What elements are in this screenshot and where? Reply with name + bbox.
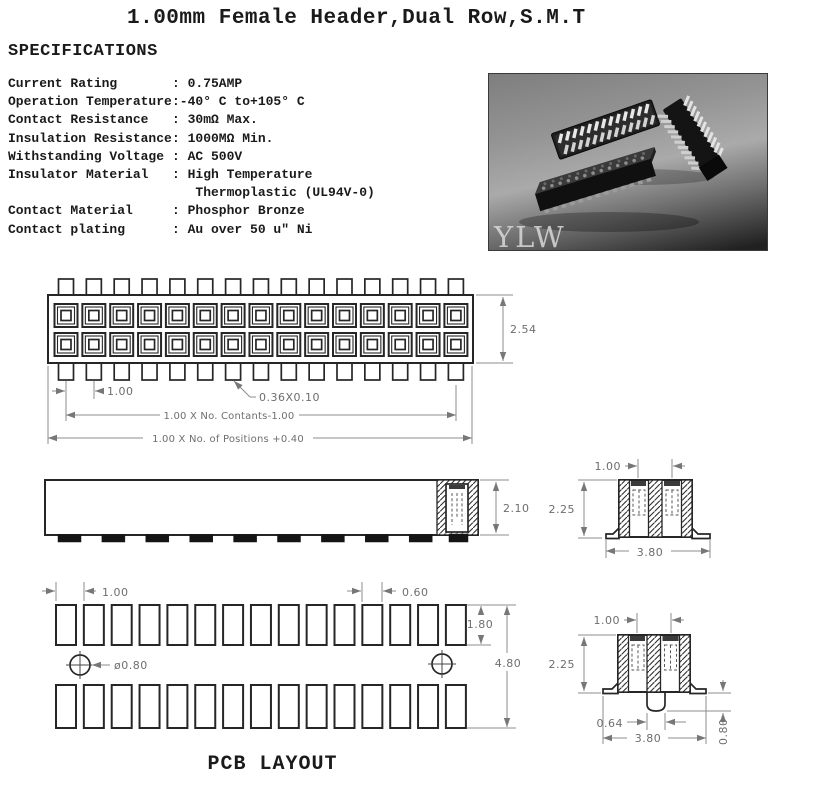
spec-row [8, 148, 375, 166]
specifications-heading: SPECIFICATIONS [8, 42, 158, 61]
dim-peg-width [597, 713, 687, 730]
contact-cavity [361, 304, 384, 327]
header-pin [198, 279, 213, 296]
contact-pin [688, 161, 699, 164]
header-pin [114, 362, 129, 380]
drawing-pcb-layout [42, 582, 521, 728]
section-body [618, 635, 690, 692]
contact-pin [678, 146, 689, 149]
dim-section-pitch [595, 459, 686, 478]
header-pin [114, 279, 129, 296]
spec-label: Operation Temperature [8, 94, 172, 110]
pcb-pad [56, 605, 76, 645]
pcb-pad [307, 685, 327, 728]
header-pin [86, 279, 101, 296]
header-pin [421, 279, 436, 296]
pcb-pad [84, 685, 104, 728]
solder-pad [409, 535, 432, 543]
header-pin [59, 362, 74, 380]
dim-label-overall: 1.00 X No. of Positions +0.40 [152, 434, 304, 445]
pcb-pad [335, 605, 355, 645]
header-pin [393, 362, 408, 380]
pcb-layout-caption: PCB LAYOUT [207, 753, 338, 776]
contact-cavity [55, 333, 78, 356]
spec-value: : 1000MΩ Min. [172, 130, 274, 146]
spec-value: : Phosphor Bronze [172, 203, 305, 219]
pcb-pad [112, 605, 132, 645]
contact-cavity [361, 333, 384, 356]
dim-pitch [52, 381, 134, 399]
header-pin [281, 279, 296, 296]
contact-cavity [110, 304, 133, 327]
contact-pin [668, 130, 679, 133]
contact-cavity [194, 304, 217, 327]
dim-label-contact-slot: 0.36X0.10 [259, 391, 321, 404]
drawing-end-section [549, 459, 711, 559]
spec-label: Current Rating [8, 76, 118, 91]
dim-overall-length [48, 366, 472, 445]
dim-section-height [549, 635, 617, 693]
header-pin [170, 279, 185, 296]
dim-label-contacts-span: 1.00 X No. Contants-1.00 [163, 411, 295, 422]
solder-pad [146, 535, 169, 543]
pcb-pad [446, 605, 466, 645]
dim-pad-width [347, 582, 429, 602]
pcb-pad [307, 605, 327, 645]
dim-label-section-height: 2.25 [548, 503, 575, 516]
pcb-pad [362, 685, 382, 728]
specifications-list [8, 75, 375, 239]
pcb-pad [418, 605, 438, 645]
section-body [619, 480, 692, 537]
contact [665, 645, 677, 670]
drawing-side-view [45, 480, 530, 542]
contact-cavity [417, 304, 440, 327]
dim-label-peg-height: 0.80 [717, 718, 730, 745]
contact-cavity [389, 333, 412, 356]
locating-peg [647, 692, 665, 711]
header-pin [393, 279, 408, 296]
dim-label-section-width: 3.80 [634, 732, 662, 745]
contact [632, 645, 644, 670]
header-pin [170, 362, 185, 380]
spec-value: : 30mΩ Max. [172, 112, 258, 128]
contact-cavity [138, 304, 161, 327]
locating-hole [66, 651, 94, 679]
dim-hole-diameter [92, 659, 148, 672]
dim-label-pad-width: 0.60 [402, 586, 429, 599]
spec-value: : Au over 50 u" Ni [172, 221, 313, 237]
solder-pad [102, 535, 125, 543]
spec-row [8, 166, 375, 184]
dim-label-pad-height: 1.80 [466, 618, 494, 631]
pcb-pad [84, 605, 104, 645]
smt-lead [606, 528, 619, 539]
contact-cavity [417, 333, 440, 356]
pcb-pad [112, 685, 132, 728]
contact-pin [671, 135, 682, 138]
dim-label-pad-pitch: 1.00 [102, 586, 129, 599]
contact-cavity [444, 304, 467, 327]
solder-pad [190, 535, 213, 543]
spec-label: Insulator Material [8, 167, 149, 183]
pcb-pad [390, 605, 410, 645]
pcb-pad [446, 685, 466, 728]
drawing-peg-section [549, 613, 732, 745]
contact [666, 490, 678, 515]
spec-value: :-40° C to+105° C [172, 94, 305, 110]
dim-label-peg-width: 0.64 [596, 717, 623, 730]
spec-row [8, 111, 375, 129]
header-body-top-view [48, 295, 473, 363]
dim-label-pitch: 1.00 [107, 385, 134, 398]
dim-section-pitch [594, 613, 685, 633]
pcb-pad [279, 605, 299, 645]
contact-cavity [82, 304, 105, 327]
dim-row-span [467, 605, 521, 728]
header-pin [281, 362, 296, 380]
pcb-pad [223, 605, 243, 645]
contact-pin [664, 125, 675, 128]
header-pin [86, 362, 101, 380]
contact-cavity [444, 333, 467, 356]
spec-label: Contact Material [8, 203, 133, 219]
header-pin [142, 362, 157, 380]
header-pin [421, 362, 436, 380]
spec-row [8, 221, 375, 239]
spec-value: : High Temperature [172, 167, 313, 183]
pcb-pad [335, 685, 355, 728]
contact-cavity [249, 304, 272, 327]
pcb-pad [251, 685, 271, 728]
contact-cavity [277, 304, 300, 327]
solder-pad [449, 534, 468, 542]
dim-label-section-pitch: 1.00 [594, 460, 621, 473]
header-pin [337, 279, 352, 296]
contact-cavity [333, 333, 356, 356]
pcb-pad [167, 685, 187, 728]
contact-cavity [249, 333, 272, 356]
dim-label-section-width: 3.80 [636, 546, 664, 559]
header-body-side-view [45, 480, 478, 535]
header-pin [198, 362, 213, 380]
spec-label: Insulation Resistance [8, 130, 172, 146]
pcb-pad [195, 685, 215, 728]
contact [633, 490, 645, 515]
header-pin [309, 279, 324, 296]
dim-pad-pitch [42, 582, 129, 601]
dim-section-width [606, 540, 710, 559]
spec-value: : 0.75AMP [172, 76, 243, 91]
pcb-pad [418, 685, 438, 728]
pcb-pad [362, 605, 382, 645]
pcb-pad [195, 605, 215, 645]
contact-pin [658, 115, 669, 118]
header-pin [365, 279, 380, 296]
smt-lead [690, 683, 706, 694]
spec-value: : AC 500V [172, 148, 243, 164]
header-pin [226, 362, 241, 380]
solder-pad [365, 535, 388, 543]
dim-pad-height [467, 605, 494, 645]
dim-peg-height [667, 680, 731, 745]
contact-pin [685, 156, 696, 159]
pcb-pad [140, 685, 160, 728]
contact-slot [446, 484, 468, 532]
smt-lead [603, 683, 618, 694]
spec-row [8, 75, 375, 93]
contact-pin [661, 120, 672, 123]
product-photo [488, 73, 768, 251]
dim-label-row-pitch: 2.54 [510, 323, 537, 336]
header-pin [253, 279, 268, 296]
dim-label-body-height: 2.10 [503, 502, 530, 515]
header-pin [226, 279, 241, 296]
dim-section-height [549, 480, 618, 538]
dim-label-section-height: 2.25 [548, 658, 575, 671]
watermark: YLW [494, 220, 566, 251]
header-pin [337, 362, 352, 380]
dim-row-pitch [476, 295, 537, 363]
spec-value: Thermoplastic (UL94V-0) [172, 185, 375, 201]
header-pin [309, 362, 324, 380]
dim-label-section-pitch: 1.00 [593, 614, 620, 627]
page-title: 1.00mm Female Header,Dual Row,S.M.T [127, 7, 586, 30]
contact-pin [681, 151, 692, 154]
contact-cavity [138, 333, 161, 356]
smt-lead [692, 528, 710, 539]
dim-label-hole-diameter: ø0.80 [114, 659, 148, 672]
spec-row [8, 184, 375, 202]
pcb-pad [140, 605, 160, 645]
spec-row [8, 130, 375, 148]
spec-row [8, 93, 375, 111]
solder-pad [278, 535, 301, 543]
dim-label-row-span: 4.80 [494, 657, 522, 670]
contact-cavity [277, 333, 300, 356]
contact-cavity [389, 304, 412, 327]
locating-hole [428, 650, 456, 678]
header-pin [448, 362, 463, 380]
spec-label: Withstanding Voltage [8, 148, 165, 164]
pcb-pad [167, 605, 187, 645]
contact-cavity [333, 304, 356, 327]
header-pin [142, 279, 157, 296]
pcb-pad [251, 605, 271, 645]
solder-pad [234, 535, 257, 543]
contact-pin [674, 141, 685, 144]
pcb-pad [56, 685, 76, 728]
solder-pad [321, 535, 344, 543]
contact-cavity [110, 333, 133, 356]
dim-section-width [603, 696, 706, 745]
contact-cavity [194, 333, 217, 356]
contact-cavity [222, 304, 245, 327]
contact-cavity [305, 333, 328, 356]
contact-cavity [82, 333, 105, 356]
header-pin [59, 279, 74, 296]
spec-label: Contact plating [8, 221, 126, 237]
contact-cavity [222, 333, 245, 356]
contact-cavity [305, 304, 328, 327]
contact-cavity [166, 333, 189, 356]
header-pin [365, 362, 380, 380]
header-pin [253, 362, 268, 380]
pcb-pad [279, 685, 299, 728]
pcb-pad [390, 685, 410, 728]
spec-label: Contact Resistance [8, 112, 149, 128]
dim-contacts-span [66, 385, 456, 422]
contact-cavity [166, 304, 189, 327]
solder-pad [58, 535, 81, 543]
drawing-top-view [48, 279, 537, 445]
contact-cavity [55, 304, 78, 327]
header-pin [448, 279, 463, 296]
dim-contact-slot [234, 381, 320, 404]
pcb-pad [223, 685, 243, 728]
spec-row [8, 202, 375, 220]
section-cut [437, 480, 478, 535]
dim-body-height [480, 480, 530, 535]
